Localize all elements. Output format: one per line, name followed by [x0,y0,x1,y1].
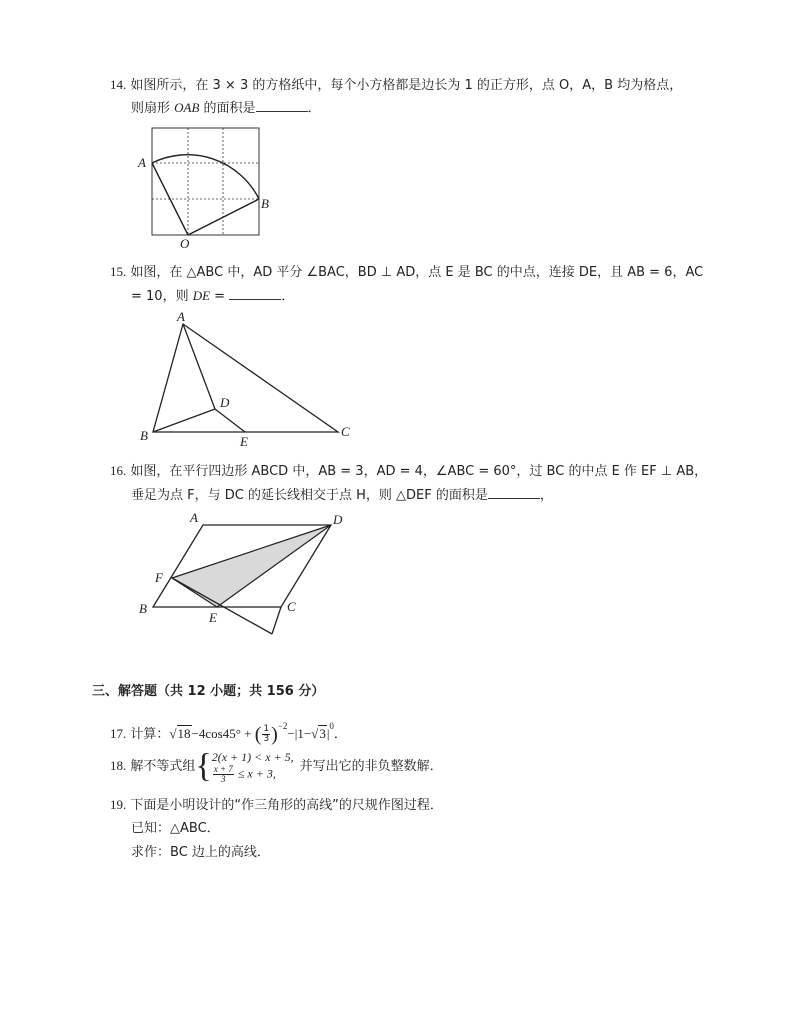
q17-text-mid2: −|1− [287,726,312,741]
q18-system [212,749,294,784]
section-3-heading: 三、解答题（共 12 小题；共 156 分） [92,684,325,699]
q14-line1 [110,76,682,95]
q17-number: 17. [110,726,127,741]
q18-frac-top: x + 7 [213,764,233,774]
q16-answer-blank[interactable] [488,486,540,499]
q15-answer-blank[interactable] [229,287,281,300]
q15-label-c: C [341,424,350,439]
q18-inequality-1: 2(x + 1) < x + 5, [211,750,294,764]
q15-text-line2-post: = [210,289,230,304]
q17-sqrt2-arg: 3 [319,726,326,741]
q14-number: 14. [110,77,127,92]
q14-text-line2-pre: 则扇形 [131,101,175,116]
q15-segment-bd [153,409,215,432]
q17-exponent: −2 [277,721,288,731]
q15-label-b: B [140,428,148,443]
q15-period: ． [281,289,295,304]
q18-fraction [213,765,234,784]
q18-text-pre: 解不等式组 [130,759,196,774]
q18-line [110,748,443,785]
q14-segment-ob [188,199,259,235]
q16-label-a: A [190,510,198,525]
q17-text-mid1: −4cos45° + [191,726,255,741]
q15-segment-ad [183,324,215,409]
q18-frac-bot: 3 [221,774,226,784]
q14-arc-ab [152,155,259,199]
q18-number: 18. [110,758,127,773]
q14-grid-border [152,128,259,235]
q14-text-line1: 如图所示，在 3 × 3 的方格纸中，每个小方格都是边长为 1 的正方形，点 O，A，B 均为格点， [130,78,683,93]
q16-line2 [131,486,553,505]
q17-period: ． [333,727,347,742]
q16-figure [135,508,365,638]
q15-triangle-abc [153,324,338,432]
q16-comma: ， [539,488,553,503]
q18-brace: { [195,747,212,785]
q14-label-b: B [261,196,269,211]
q16-label-d: D [333,512,343,527]
q15-var-de: DE [192,288,211,303]
q17-paren-close: ) [271,723,278,746]
q16-label-b: B [139,601,147,616]
q14-text-line2-post: 的面积是 [199,101,256,116]
q17-sqrt-sign-2: √ [311,726,319,741]
q15-text-line2-pre: = 10，则 [131,289,193,304]
q17-fraction [262,725,270,744]
q15-line2 [131,287,294,306]
q18-text-post: 并写出它的非负整数解． [299,759,443,774]
q15-label-a: A [177,309,185,324]
q16-text-line1: 如图，在平行四边形 ABCD 中，AB = 3，AD = 4，∠ABC = 60°，过 BC 的中点 E 作 EF ⊥ AB， [130,464,708,479]
q16-label-f: F [155,570,163,585]
q19-given: 已知：△ABC． [131,821,220,836]
q14-figure [130,120,270,250]
q16-line1 [110,462,707,481]
q17-line [110,713,347,748]
q14-label-o: O [180,236,190,251]
q19-construct: 求作：BC 边上的高线． [131,845,270,860]
q19-text-line1: 下面是小明设计的“作三角形的高线”的尺规作图过程． [130,798,443,813]
q15-number: 15. [110,264,127,279]
q14-label-a: A [138,155,146,170]
q17-frac-top: 1 [263,724,270,734]
q19-number: 19. [110,797,127,812]
q17-sqrt-arg: 18 [177,726,191,741]
q17-paren-open: ( [254,723,262,746]
q14-period: ． [307,101,321,116]
q17-text-pre: 计算： [130,727,170,742]
q17-abs-close: | [326,726,330,741]
q15-line1 [110,263,703,282]
q17-exponent-2: 0 [329,721,334,731]
q14-line2 [131,99,321,118]
q18-inequality-2-rest: ≤ x + 3, [234,766,276,781]
q14-answer-blank[interactable] [256,99,308,112]
q16-label-c: C [287,599,296,614]
q16-label-e: E [209,610,217,625]
q19-line1 [110,796,443,815]
q14-var-oab: OAB [174,100,200,115]
q15-figure [135,308,365,453]
q15-text-line1: 如图，在 △ABC 中，AD 平分 ∠BAC，BD ⊥ AD，点 E 是 BC 的中点，连接 DE，且 AB = 6，AC [130,265,704,280]
q15-label-e: E [240,434,248,449]
q16-segment-ch [272,607,281,634]
q18-inequality-2 [212,765,294,784]
q16-number: 16. [110,463,127,478]
q17-frac-bot: 3 [263,734,270,744]
q17-sqrt-sign: √ [169,726,177,741]
q16-text-line2: 垂足为点 F，与 DC 的延长线相交于点 H，则 △DEF 的面积是 [131,488,488,503]
q15-label-d: D [220,395,230,410]
q15-segment-de [215,409,245,432]
